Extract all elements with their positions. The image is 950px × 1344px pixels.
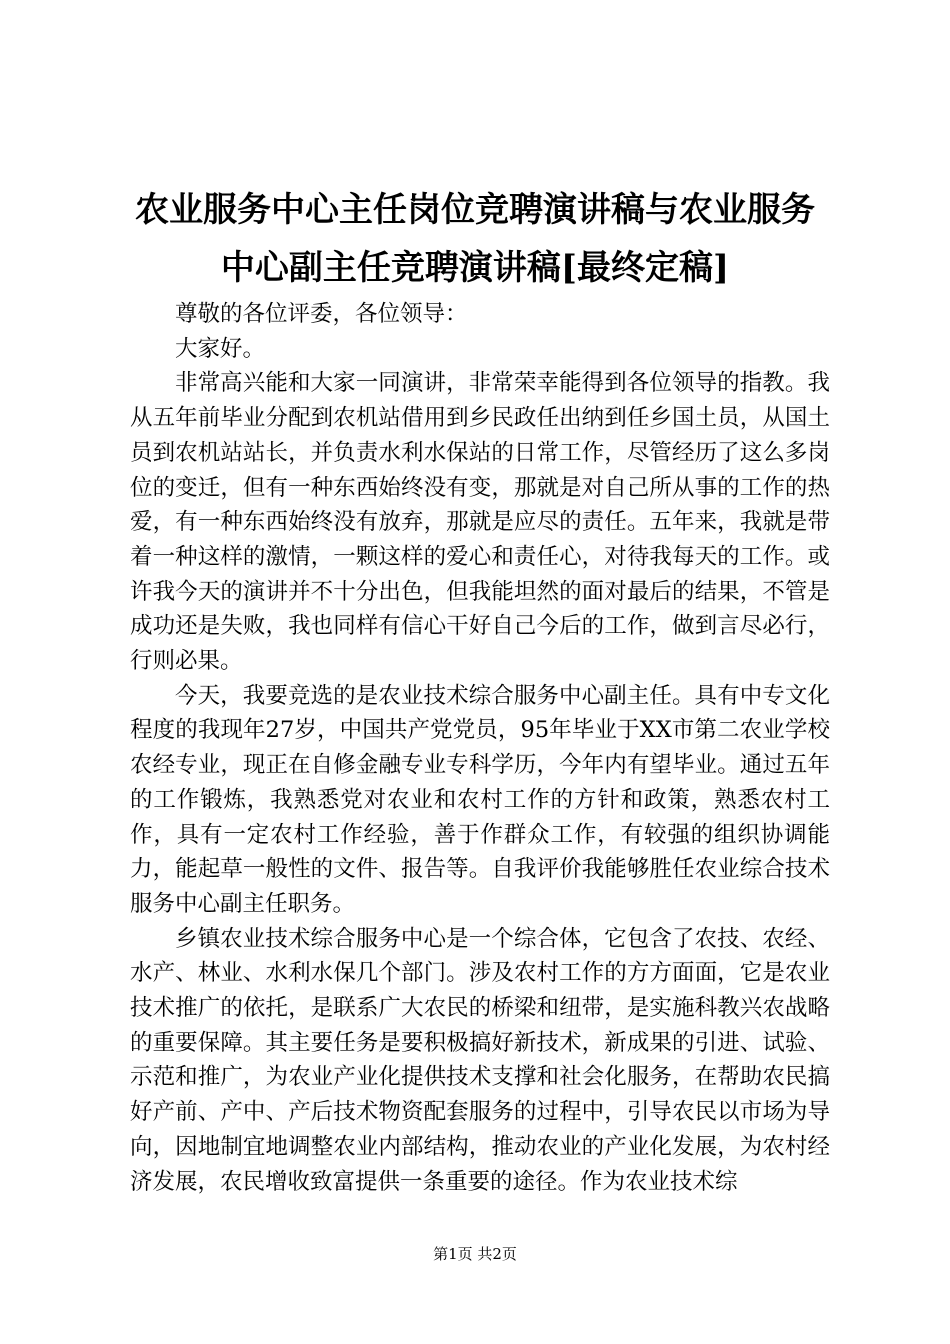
page-number-footer: 第1页 共2页	[433, 1245, 517, 1263]
document-title-line-2: 中心副主任竞聘演讲稿[最终定稿]	[220, 248, 730, 288]
body-paragraph: 今天，我要竞选的是农业技术综合服务中心副主任。具有中专文化程度的我现年27岁，中国共产党党员，95年毕业于XX市第二农业学校农经专业，现正在自修金融专业专科学历，今年内有望毕业。通过五年的工作锻炼，我熟悉党对农业和农村工作的方针和政策，熟悉农村工作，具有一定农村工作经验，善于作群众工作，有较强的组织协调能力，能起草一般性的文件、报告等。自我评价我能够胜任农业综合技术服务中心副主任职务。	[130, 682, 830, 917]
body-paragraph: 乡镇农业技术综合服务中心是一个综合体，它包含了农技、农经、水产、林业、水利水保几个部门。涉及农村工作的方方面面，它是农业技术推广的依托，是联系广大农民的桥梁和纽带，是实施科教兴农战略的重要保障。其主要任务是要积极搞好新技术，新成果的引进、试验、示范和推广，为农业产业化提供技术支撑和社会化服务，在帮助农民搞好产前、产中、产后技术物资配套服务的过程中，引导农民以市场为导向，因地制宜地调整农业内部结构，推动农业的产业化发展，为农村经济发展，农民增收致富提供一条重要的途径。作为农业技术综	[130, 925, 830, 1195]
greeting: 大家好。	[175, 335, 266, 362]
document-body	[130, 297, 830, 1199]
salutation: 尊敬的各位评委，各位领导：	[175, 301, 468, 327]
body-paragraph: 非常高兴能和大家一同演讲，非常荣幸能得到各位领导的指教。我从五年前毕业分配到农机站借用到乡民政任出纳到任乡国土员，从国土员到农机站站长，并负责水利水保站的日常工作，尽管经历了这么多岗位的变迁，但有一种东西始终没有变，那就是对自己所从事的工作的热爱，有一种东西始终没有放弃，那就是应尽的责任。五年来，我就是带着一种这样的激情，一颗这样的爱心和责任心，对待我每天的工作。或许我今天的演讲并不十分出色，但我能坦然的面对最后的结果，不管是成功还是失败，我也同样有信心干好自己今后的工作，做到言尽必行，行则必果。	[130, 370, 830, 675]
document-title-line-1: 农业服务中心主任岗位竞聘演讲稿与农业服务	[135, 190, 815, 230]
